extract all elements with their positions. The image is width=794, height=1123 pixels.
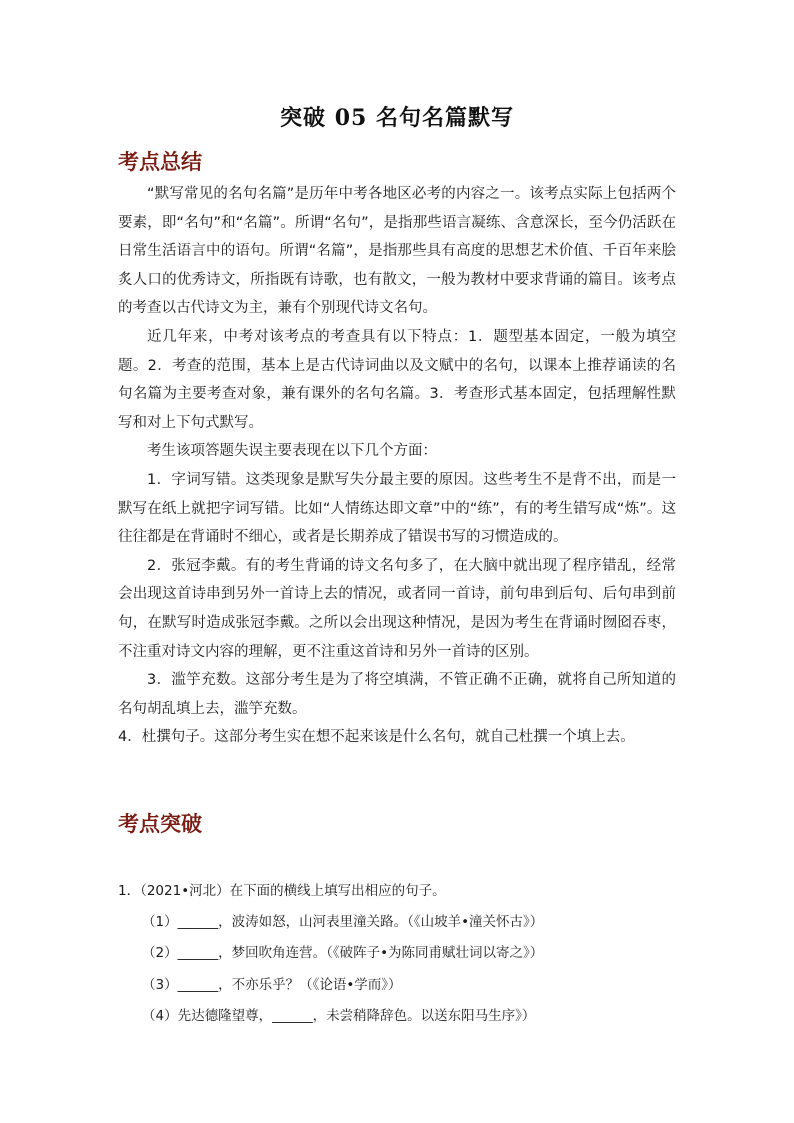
question-block (118, 876, 678, 1032)
question-item: （4）先达德隆望尊，______，未尝稍降辞色。以送东阳马生序》） (142, 1007, 536, 1024)
question-stem: 1．（2021•河北）在下面的横线上填写出相应的句子。 (118, 883, 446, 899)
section-heading-practice: 考点突破 (118, 811, 202, 836)
summary-body (118, 180, 676, 752)
question-item: （3）______，不亦乐乎？（《论语•学而》） (142, 976, 402, 993)
question-item: （1）______，波涛如怒，山河表里潼关路。（《山坡羊•潼关怀古》） (142, 914, 544, 931)
page-title: 突破 05 名句名篇默写 (280, 105, 514, 131)
summary-paragraph: 近几年来，中考对该考点的考查具有以下特点：1．题型基本固定，一般为填空题。2．考查的范围，基本上是古代诗词曲以及文赋中的名句，以课本上推荐诵读的名句名篇为主要考查对象，兼有课外的名句名篇。3．考查形式基本固定，包括理解性默写和对上下句式默写。 (118, 328, 676, 431)
question-item: （2）______，梦回吹角连营。（《破阵子•为陈同甫赋壮词以寄之》） (142, 945, 544, 962)
summary-paragraph: 3．滥竽充数。这部分考生是为了将空填满，不管正确不正确，就将自己所知道的名句胡乱填上去，滥竽充数。 (118, 672, 676, 717)
section-heading-summary: 考点总结 (118, 149, 202, 174)
summary-paragraph: 4．杜撰句子。这部分考生实在想不起来该是什么名句，就自己杜撰一个填上去。 (118, 729, 635, 746)
summary-paragraph: 1．字词写错。这类现象是默写失分最主要的原因。这些考生不是背不出，而是一默写在纸上就把字词写错。比如“人情练达即文章”中的“练”，有的考生错写成“炼”。这往往都是在背诵时不细心，或者是长期养成了错误书写的习惯造成的。 (118, 471, 676, 546)
summary-paragraph: 考生该项答题失误主要表现在以下几个方面： (147, 443, 437, 460)
summary-paragraph: “默写常见的名句名篇”是历年中考各地区必考的内容之一。该考点实际上包括两个要素，即“名句”和“名篇”。所谓“名句”，是指那些语言凝练、含意深长，至今仍活跃在日常生活语言中的语句。所谓“名篇”，是指那些具有高度的思想艺术价值、千百年来脍炙人口的优秀诗文，所指既有诗歌，也有散文，一般为教材中要求背诵的篇目。该考点的考查以古代诗文为主，兼有个别现代诗文名句。 (118, 186, 676, 317)
summary-paragraph: 2．张冠李戴。有的考生背诵的诗文名句多了，在大脑中就出现了程序错乱，经常会出现这首诗串到另外一首诗上去的情况，或者同一首诗，前句串到后句、后句串到前句，在默写时造成张冠李戴。之所以会出现这种情况，是因为考生在背诵时囫囵吞枣，不注重对诗文内容的理解，更不注重这首诗和另外一首诗的区别。 (118, 557, 676, 660)
